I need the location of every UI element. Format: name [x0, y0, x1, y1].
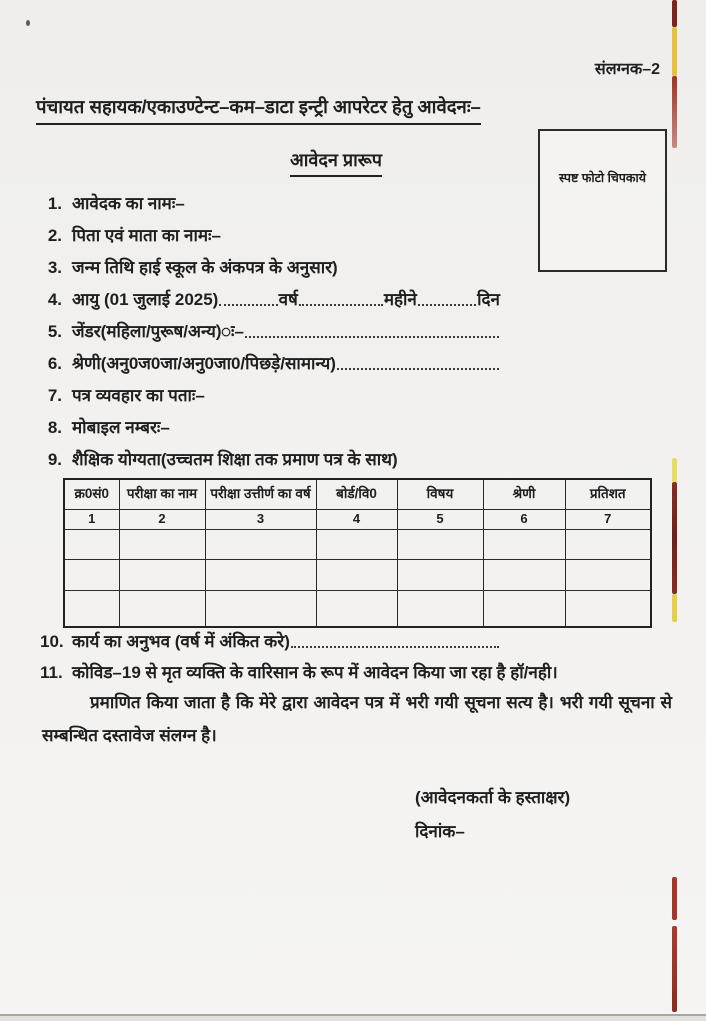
category-fill-in-row: [72, 351, 500, 374]
item-number: 5.: [47, 322, 62, 341]
item-number: 8.: [47, 418, 62, 437]
col-header-division: श्रेणी: [483, 479, 565, 509]
age-days-unit: दिन: [477, 290, 500, 309]
signature-label: (आवेदनकर्ता के हस्ताक्षर): [415, 788, 571, 807]
age-years-unit: वर्ष: [278, 290, 298, 309]
item-label: आवेदक का नामः–: [72, 194, 185, 213]
experience-fill-in-row: [72, 629, 500, 652]
col-header-board: बोर्ड/वि0: [316, 479, 397, 509]
page-title: पंचायत सहायक/एकाउण्टेन्ट–कम–डाटा इन्ट्री आपरेटर हेतु आवेदनः–: [36, 94, 481, 125]
item-label: शैक्षिक योग्यता(उच्चतम शिक्षा तक प्रमाण पत्र के साथ): [72, 450, 398, 469]
item-label: जेंडर(महिला/पुरूष/अन्य)ः–: [72, 322, 244, 341]
col-header-exam-name: परीक्षा का नाम: [119, 479, 205, 509]
item-label: जन्म तिथि हाई स्कूल के अंकपत्र के अनुसार): [72, 258, 338, 277]
col-header-pass-year: परीक्षा उत्तीर्ण का वर्ष: [205, 479, 316, 509]
edge-strip-segment: [672, 877, 677, 920]
page-bottom-edge-shadow: [0, 1016, 706, 1021]
age-months-blank: [299, 304, 383, 306]
col-number: 1: [64, 509, 119, 529]
form-item-experience: [40, 629, 680, 652]
scan-speck: [26, 20, 30, 26]
item-label: पिता एवं माता का नामः–: [72, 226, 221, 245]
edge-strip-segment: [672, 482, 677, 594]
table-row: [64, 590, 651, 627]
form-item-experience-wrap: [40, 629, 680, 652]
form-item-covid-heir-wrap: [40, 660, 680, 683]
item-number: 9.: [47, 450, 62, 469]
education-qualification-table: [63, 478, 652, 628]
form-item-mobile: [40, 415, 670, 447]
col-header-serial: क्र0सं0: [64, 479, 119, 509]
form-item-address: [40, 383, 670, 415]
gender-blank: [245, 336, 499, 338]
table-header-row: [64, 479, 651, 509]
item-number: 10.: [40, 632, 64, 651]
col-number: 3: [205, 509, 316, 529]
form-item-covid-heir: [40, 660, 680, 683]
col-number: 4: [316, 509, 397, 529]
item-label: कार्य का अनुभव (वर्ष में अंकित करे): [72, 632, 290, 651]
col-number: 6: [483, 509, 565, 529]
form-item-education: [40, 447, 670, 479]
age-days-blank: [418, 304, 476, 306]
form-item-gender: [40, 319, 670, 351]
item-label: श्रेणी(अनु0ज0जा/अनु0जा0/पिछड़े/सामान्य): [72, 354, 336, 373]
signature-block: [415, 781, 570, 849]
form-item-category: [40, 351, 670, 383]
attachment-label: संलग्नक–2: [594, 61, 660, 78]
item-label: पत्र व्यवहार का पताः–: [72, 386, 205, 405]
item-label: कोविड–19 से मृत व्यक्ति के वारिसान के रूप में आवेदन किया जा रहा है हॉ/नही।: [72, 663, 558, 682]
item-number: 3.: [47, 258, 62, 277]
age-months-unit: महीने: [383, 290, 417, 309]
experience-blank: [291, 646, 499, 648]
table-row: [64, 559, 651, 590]
col-header-percentage: प्रतिशत: [565, 479, 651, 509]
edge-strip-segment: [672, 27, 677, 76]
form-items-list: [40, 191, 670, 479]
table-row: [64, 529, 651, 559]
item-number: 11.: [40, 663, 63, 682]
item-number: 1.: [47, 194, 62, 213]
item-number: 4.: [47, 290, 62, 309]
col-header-subject: विषय: [397, 479, 483, 509]
gender-fill-in-row: [72, 319, 500, 342]
form-item-date-of-birth: [40, 255, 670, 287]
item-number: 7.: [47, 386, 62, 405]
age-years-blank: [219, 304, 277, 306]
edge-strip-segment: [672, 76, 677, 148]
edge-strip-segment: [672, 594, 677, 622]
form-item-parents-name: [40, 223, 670, 255]
photo-box-label: स्पष्ट फोटो चिपकाये: [559, 171, 646, 185]
table-column-number-row: [64, 509, 651, 529]
form-item-applicant-name: [40, 191, 670, 223]
item-label: आयु (01 जुलाई 2025): [72, 290, 219, 309]
date-label: दिनांक–: [415, 822, 465, 841]
col-number: 7: [565, 509, 651, 529]
edge-strip-segment: [672, 926, 677, 1012]
item-label: मोबाइल नम्बरः–: [72, 418, 170, 437]
edge-strip-segment: [672, 0, 677, 27]
col-number: 5: [397, 509, 483, 529]
age-fill-in-row: [72, 287, 500, 310]
item-number: 2.: [47, 226, 62, 245]
form-subtitle: आवेदन प्रारूप: [290, 148, 382, 177]
form-item-age: [40, 287, 670, 319]
col-number: 2: [119, 509, 205, 529]
form-subtitle-wrap: [36, 148, 636, 177]
item-number: 6.: [47, 354, 62, 373]
category-blank: [337, 368, 499, 370]
declaration-text: प्रमाणित किया जाता है कि मेरे द्वारा आवेदन पत्र में भरी गयी सूचना सत्य है। भरी गयी सूचना से सम्बन्धित दस्तावेज संलग्न है।: [42, 693, 672, 745]
edge-strip-segment: [672, 458, 677, 482]
